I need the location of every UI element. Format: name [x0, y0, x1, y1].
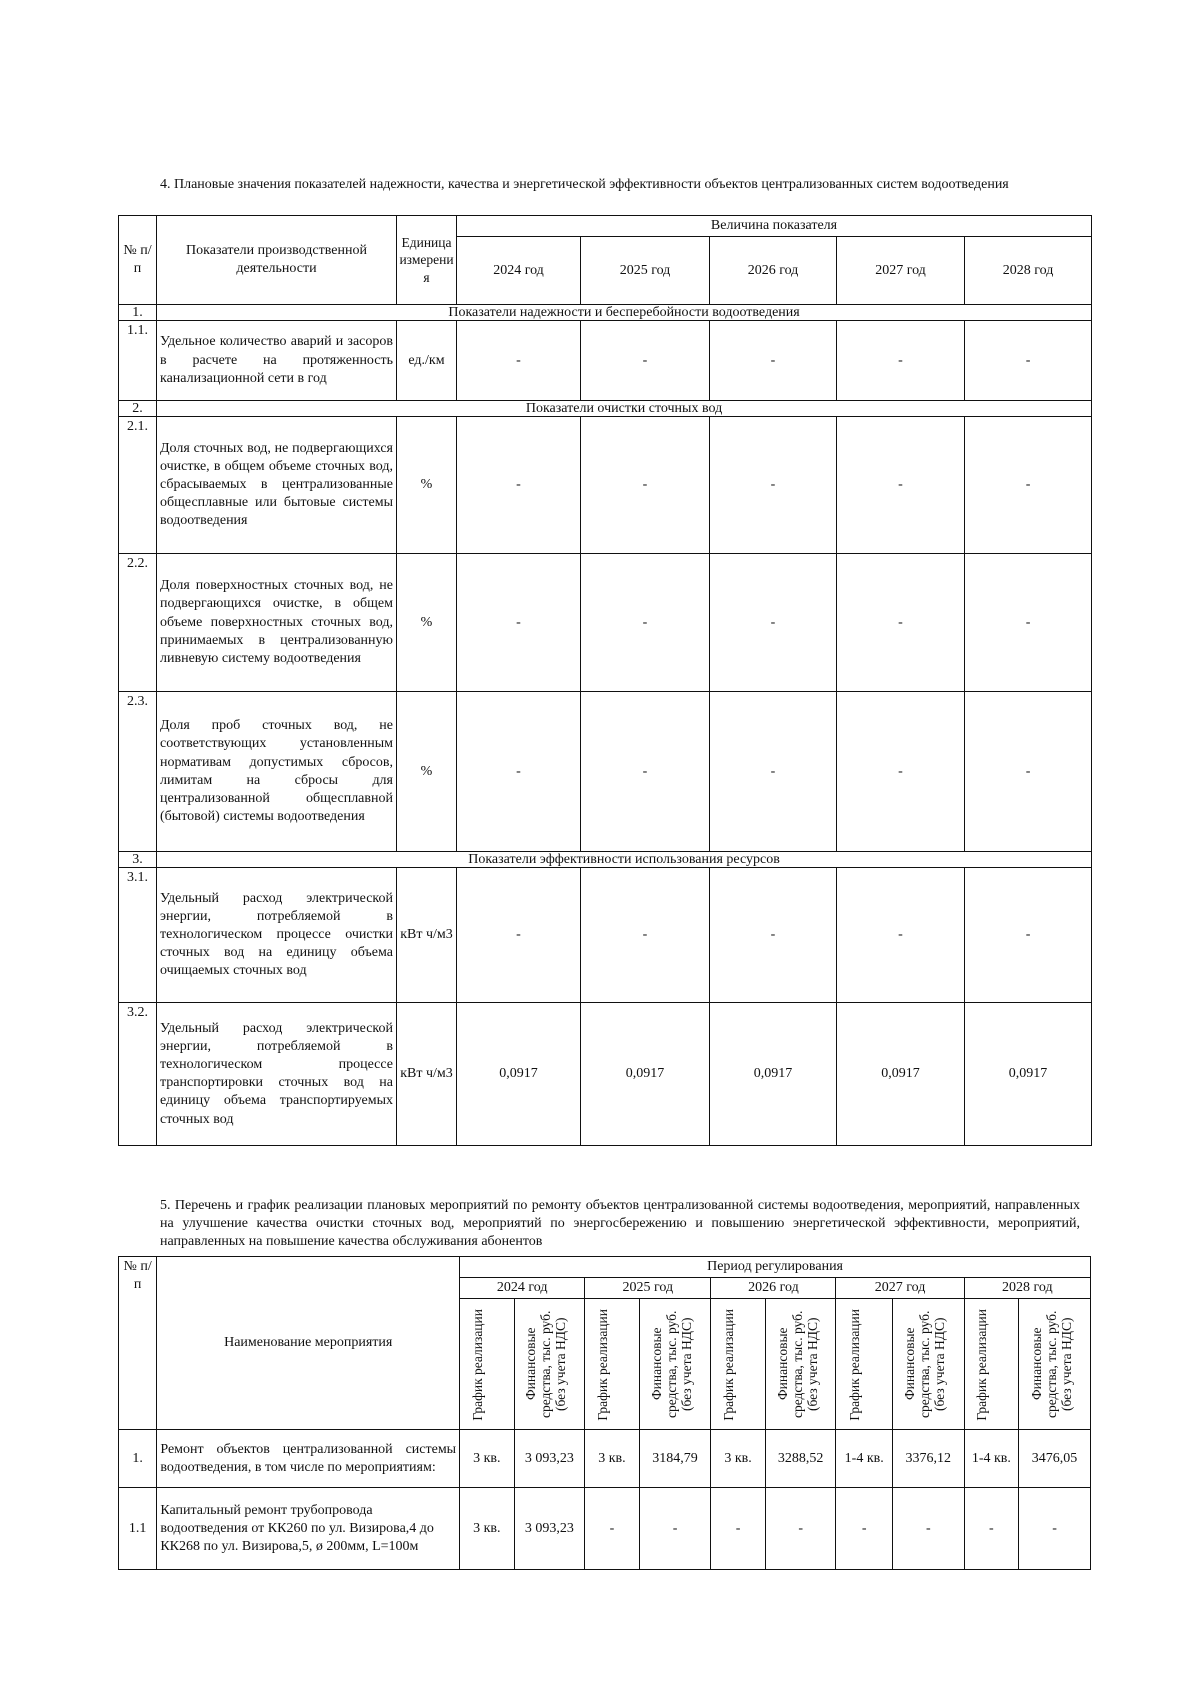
value-cell: 0,0917	[457, 1003, 581, 1146]
value-cell: -	[457, 692, 581, 852]
finance-cell: 3 093,23	[514, 1430, 585, 1488]
value-cell: -	[457, 321, 581, 401]
value-cell: -	[965, 417, 1092, 554]
value-cell: -	[965, 868, 1092, 1003]
table-row	[119, 1003, 1092, 1146]
group-title: Показатели эффективности использования ресурсов	[157, 852, 1092, 868]
schedule-cell: 1-4 кв.	[836, 1430, 893, 1488]
finance-subheader: Финансовые средства, тыс. руб. (без учета НДС)	[523, 1310, 569, 1419]
value-cell: 0,0917	[710, 1003, 837, 1146]
year-header: 2026 год	[711, 1278, 836, 1299]
finance-cell: -	[765, 1488, 836, 1570]
row-num: 1.1	[119, 1488, 157, 1570]
schedule-subheader: График реализации	[721, 1308, 737, 1421]
value-cell: -	[965, 321, 1092, 401]
finance-cell: 3 093,23	[514, 1488, 585, 1570]
finance-cell: -	[639, 1488, 711, 1570]
group-num: 1.	[119, 305, 157, 321]
finance-cell: 3184,79	[639, 1430, 711, 1488]
measures-table	[118, 1256, 1091, 1570]
col-name-header: Наименование мероприятия	[157, 1257, 460, 1430]
finance-cell: -	[1019, 1488, 1091, 1570]
value-cell: -	[457, 868, 581, 1003]
value-cell: -	[710, 692, 837, 852]
year-header: 2025 год	[585, 1278, 711, 1299]
schedule-cell: -	[711, 1488, 765, 1570]
col-num-header: № п/п	[119, 1257, 157, 1430]
schedule-cell: 1-4 кв.	[964, 1430, 1018, 1488]
year-header: 2028 год	[964, 1278, 1090, 1299]
table-row	[119, 321, 1092, 401]
year-header: 2028 год	[965, 237, 1092, 305]
group-num: 2.	[119, 401, 157, 417]
row-num: 2.1.	[119, 417, 157, 554]
schedule-subheader: График реализации	[594, 1308, 610, 1421]
indicator-name: Удельный расход электрической энергии, потребляемой в технологическом процессе транспортировки сточных вод на единицу объема транспортируемых сточных вод	[157, 1003, 397, 1146]
row-num: 1.1.	[119, 321, 157, 401]
value-cell: 0,0917	[581, 1003, 710, 1146]
value-cell: -	[581, 417, 710, 554]
finance-subheader: Финансовые средства, тыс. руб. (без учета НДС)	[902, 1310, 948, 1419]
value-cell: -	[581, 868, 710, 1003]
value-cell: 0,0917	[965, 1003, 1092, 1146]
group-row	[119, 305, 1092, 321]
finance-cell: 3376,12	[892, 1430, 964, 1488]
indicator-unit: %	[397, 417, 457, 554]
indicator-name: Удельный расход электрической энергии, потребляемой в технологическом процессе очистки сточных вод на единицу объема очищаемых сточных вод	[157, 868, 397, 1003]
table-row	[119, 417, 1092, 554]
indicator-unit: кВт ч/м3	[397, 1003, 457, 1146]
finance-subheader: Финансовые средства, тыс. руб. (без учета НДС)	[774, 1310, 820, 1419]
section-4-heading: 4. Плановые значения показателей надежности, качества и энергетической эффективности объектов централизованных систем водоотведения	[160, 177, 1009, 192]
indicator-unit: %	[397, 554, 457, 692]
table-row	[119, 868, 1092, 1003]
table-row	[119, 692, 1092, 852]
group-row	[119, 852, 1092, 868]
row-num: 2.3.	[119, 692, 157, 852]
year-header: 2027 год	[837, 237, 965, 305]
schedule-subheader: График реализации	[469, 1308, 485, 1421]
indicators-table	[118, 215, 1092, 1146]
year-header: 2024 год	[457, 237, 581, 305]
table-row	[119, 1488, 1091, 1570]
year-header: 2024 год	[460, 1278, 585, 1299]
table-row	[119, 554, 1092, 692]
finance-subheader: Финансовые средства, тыс. руб. (без учета НДС)	[1028, 1310, 1074, 1419]
col-value-header: Величина показателя	[457, 216, 1092, 237]
value-cell: -	[581, 692, 710, 852]
group-row	[119, 401, 1092, 417]
schedule-cell: -	[836, 1488, 893, 1570]
value-cell: -	[710, 417, 837, 554]
schedule-cell: -	[585, 1488, 639, 1570]
value-cell: -	[710, 554, 837, 692]
schedule-cell: 3 кв.	[585, 1430, 639, 1488]
finance-subheader: Финансовые средства, тыс. руб. (без учета НДС)	[649, 1310, 695, 1419]
year-header: 2027 год	[836, 1278, 964, 1299]
row-num: 3.1.	[119, 868, 157, 1003]
value-cell: -	[457, 554, 581, 692]
row-num: 2.2.	[119, 554, 157, 692]
value-cell: -	[837, 554, 965, 692]
value-cell: -	[837, 321, 965, 401]
group-title: Показатели надежности и бесперебойности водоотведения	[157, 305, 1092, 321]
schedule-cell: 3 кв.	[711, 1430, 765, 1488]
row-num: 3.2.	[119, 1003, 157, 1146]
finance-cell: -	[892, 1488, 964, 1570]
schedule-subheader: График реализации	[847, 1308, 863, 1421]
value-cell: 0,0917	[837, 1003, 965, 1146]
value-cell: -	[710, 321, 837, 401]
value-cell: -	[581, 554, 710, 692]
year-header: 2025 год	[581, 237, 710, 305]
indicator-unit: %	[397, 692, 457, 852]
value-cell: -	[965, 692, 1092, 852]
schedule-cell: 3 кв.	[460, 1488, 514, 1570]
finance-cell: 3288,52	[765, 1430, 836, 1488]
row-num: 1.	[119, 1430, 157, 1488]
value-cell: -	[837, 417, 965, 554]
measure-name: Ремонт объектов централизованной системы водоотведения, в том числе по мероприятиям:	[157, 1430, 460, 1488]
schedule-cell: 3 кв.	[460, 1430, 514, 1488]
value-cell: -	[837, 692, 965, 852]
value-cell: -	[965, 554, 1092, 692]
indicator-name: Доля проб сточных вод, не соответствующих установленным нормативам допустимых сбросов, лимитам на сбросы для централизованной общесплавной (бытовой) системы водоотведения	[157, 692, 397, 852]
col-period-header: Период регулирования	[460, 1257, 1091, 1278]
indicator-name: Доля сточных вод, не подвергающихся очистке, в общем объеме сточных вод, сбрасываемых в централизованные общесплавные или бытовые системы водоотведения	[157, 417, 397, 554]
group-title: Показатели очистки сточных вод	[157, 401, 1092, 417]
section-5-heading: 5. Перечень и график реализации плановых мероприятий по ремонту объектов централизованной системы водоотведения, мероприятий, направленных на улучшение качества очистки сточных вод, мероприятий по энергосбережению и повышению энергетической эффективности, мероприятий, направленных на повышение качества обслуживания абонентов	[160, 1198, 1080, 1249]
year-header: 2026 год	[710, 237, 837, 305]
indicator-name: Доля поверхностных сточных вод, не подвергающихся очистке, в общем объеме поверхностных сточных вод, принимаемых в централизованную ливневую систему водоотведения	[157, 554, 397, 692]
col-num-header: № п/п	[119, 216, 157, 305]
value-cell: -	[581, 321, 710, 401]
measure-name: Капитальный ремонт трубопровода водоотведения от КК260 по ул. Визирова,4 до КК268 по ул. Визирова,5, ø 200мм, L=100м	[157, 1488, 460, 1570]
value-cell: -	[457, 417, 581, 554]
col-name-header: Показатели производственной деятельности	[157, 216, 397, 305]
schedule-subheader: График реализации	[974, 1308, 990, 1421]
indicator-name: Удельное количество аварий и засоров в расчете на протяженность канализационной сети в год	[157, 321, 397, 401]
indicator-unit: кВт ч/м3	[397, 868, 457, 1003]
col-unit-header: Единица измерения	[397, 216, 457, 305]
indicator-unit: ед./км	[397, 321, 457, 401]
value-cell: -	[837, 868, 965, 1003]
group-num: 3.	[119, 852, 157, 868]
value-cell: -	[710, 868, 837, 1003]
schedule-cell: -	[964, 1488, 1018, 1570]
finance-cell: 3476,05	[1019, 1430, 1091, 1488]
table-row	[119, 1430, 1091, 1488]
